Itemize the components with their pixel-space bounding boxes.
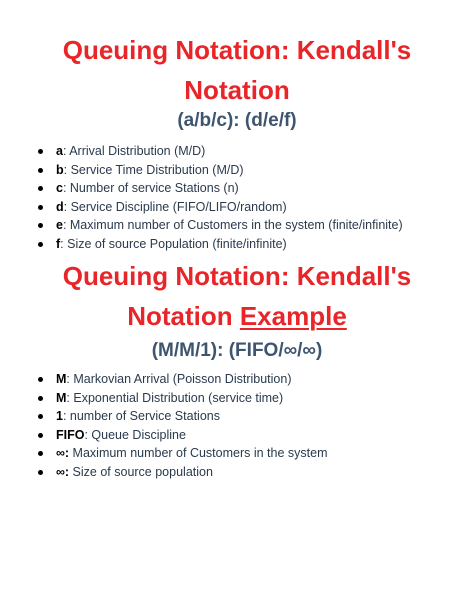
section1-subtitle: (a/b/c): (d/e/f)	[177, 110, 297, 131]
list-item	[36, 142, 466, 161]
item-key: f	[56, 236, 61, 251]
section1-title-line2: Notation	[184, 75, 290, 105]
list-item	[36, 463, 466, 482]
section1-list	[36, 142, 466, 253]
item-text: Maximum number of Customers in the system	[69, 446, 328, 460]
list-item	[36, 179, 466, 198]
section2-title-line2	[0, 296, 474, 336]
bullet-icon	[38, 470, 43, 475]
item-key: M	[56, 372, 67, 386]
item-text: : Service Time Distribution (M/D)	[63, 162, 244, 177]
bullet-icon	[38, 223, 43, 228]
bullet-icon	[38, 205, 43, 210]
item-key: ∞:	[56, 464, 70, 479]
bullet-icon	[38, 186, 43, 191]
section2-title-notation: Notation	[127, 301, 240, 331]
item-text: : Size of source Population (finite/infinite)	[60, 236, 287, 251]
list-item	[36, 426, 466, 445]
item-text: : Maximum number of Customers in the system (finite/infinite)	[62, 218, 403, 232]
bullet-icon	[38, 168, 43, 173]
bullet-icon	[38, 149, 43, 154]
section2-subtitle: (M/M/1): (FIFO/∞/∞)	[151, 340, 323, 361]
item-key: e	[56, 218, 63, 232]
bullet-icon	[38, 242, 43, 247]
list-item	[36, 216, 466, 235]
item-key: FIFO	[56, 427, 85, 442]
item-text: Size of source population	[69, 464, 213, 479]
list-item	[36, 444, 466, 463]
list-item	[36, 389, 466, 408]
item-key: b	[56, 162, 64, 177]
list-item	[36, 161, 466, 180]
list-item	[36, 235, 466, 254]
item-key: ∞:	[56, 446, 70, 460]
bullet-icon	[38, 414, 43, 419]
list-item	[36, 407, 466, 426]
item-text: : number of Service Stations	[62, 409, 220, 423]
list-item	[36, 198, 466, 217]
item-text: : Queue Discipline	[84, 427, 186, 442]
section1-title-line1: Queuing Notation: Kendall's	[62, 35, 412, 65]
item-key: M	[56, 390, 67, 405]
item-text: : Service Discipline (FIFO/LIFO/random)	[63, 199, 287, 214]
section2-title	[0, 256, 474, 336]
item-text: : Arrival Distribution (M/D)	[62, 144, 206, 158]
section2-list	[36, 370, 466, 481]
item-key: 1	[56, 409, 63, 423]
item-text: : Exponential Distribution (service time)	[66, 390, 284, 405]
bullet-icon	[38, 396, 43, 401]
item-key: a	[56, 144, 63, 158]
bullet-icon	[38, 377, 43, 382]
bullet-icon	[38, 433, 43, 438]
item-text: : Number of service Stations (n)	[62, 181, 239, 195]
item-key: c	[56, 181, 63, 195]
section2-title-line1: Queuing Notation: Kendall's	[62, 261, 412, 291]
list-item	[36, 370, 466, 389]
section1-title	[0, 30, 474, 110]
item-key: d	[56, 199, 64, 214]
bullet-icon	[38, 451, 43, 456]
item-text: : Markovian Arrival (Poisson Distribution)	[66, 372, 292, 386]
section2-title-example: Example	[239, 301, 347, 331]
